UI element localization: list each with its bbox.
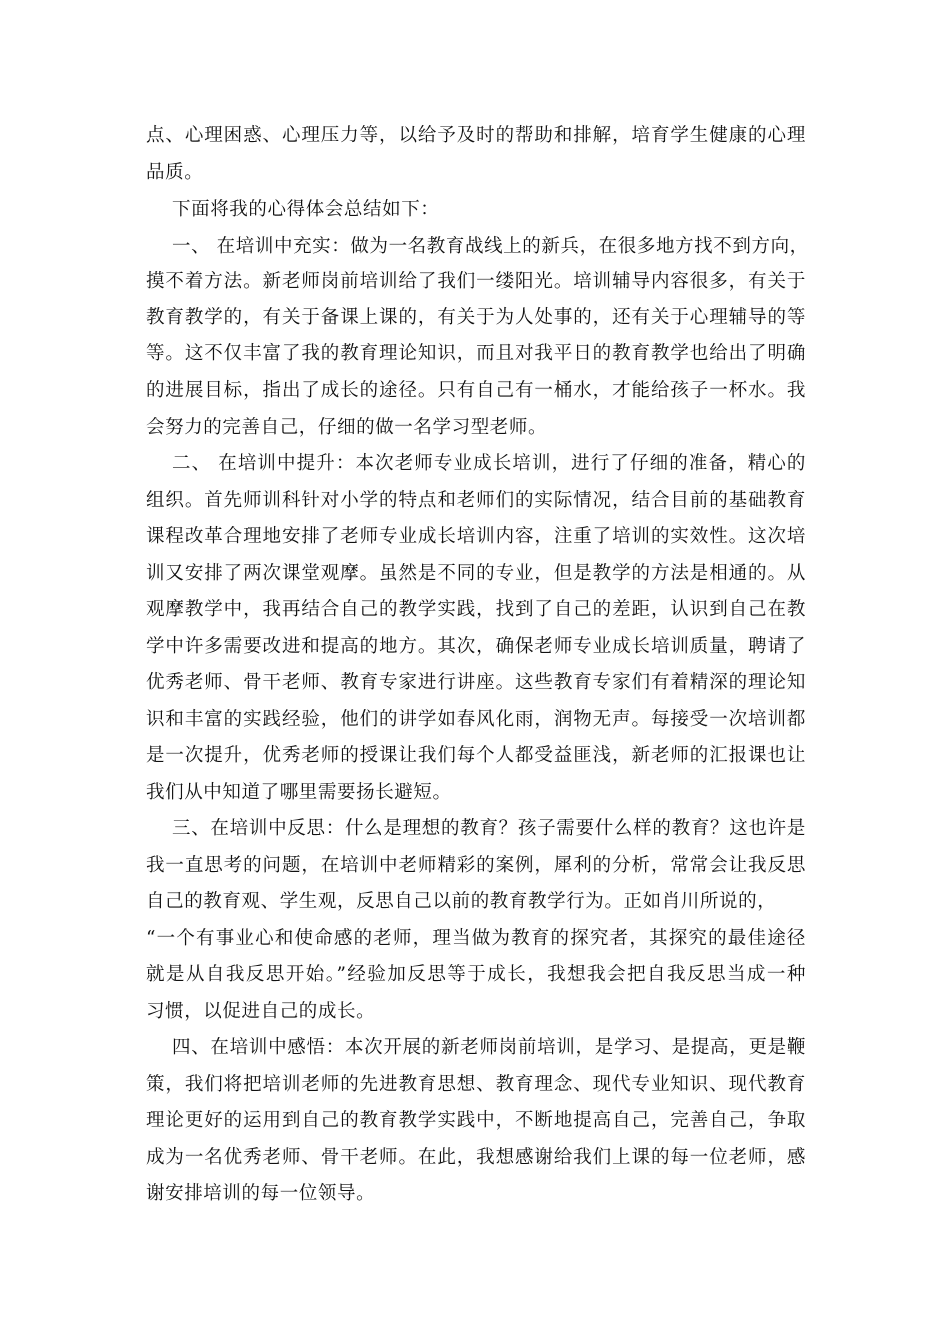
text-line: 理论更好的运用到自己的教育教学实践中，不断地提高自己，完善自己，争取	[146, 1110, 806, 1131]
text-line: 下面将我的心得体会总结如下：	[172, 199, 440, 220]
text-line: 就是从自我反思开始。”经验加反思等于成长，我想我会把自我反思当成一种	[146, 964, 806, 985]
text-line: 三、在培训中反思：什么是理想的教育？孩子需要什么样的教育？这也许是	[172, 818, 806, 839]
text-line: 组织。首先师训科针对小学的特点和老师们的实际情况，结合目前的基础教育	[146, 490, 806, 511]
text-line: 是一次提升，优秀老师的授课让我们每个人都受益匪浅，新老师的汇报课也让	[146, 745, 806, 766]
text-line: 会努力的完善自己，仔细的做一名学习型老师。	[146, 417, 548, 438]
text-line: 自己的教育观、学生观，反思自己以前的教育教学行为。正如肖川所说的，	[146, 891, 777, 912]
text-line: “一个有事业心和使命感的老师，理当做为教育的探究者，其探究的最佳途径	[146, 928, 806, 949]
text-line: 点、心理困惑、心理压力等，以给予及时的帮助和排解，培育学生健康的心理	[146, 125, 806, 146]
text-line: 学中许多需要改进和提高的地方。其次，确保老师专业成长培训质量，聘请了	[146, 636, 806, 657]
text-line: 优秀老师、骨干老师、教育专家进行讲座。这些教育专家们有着精深的理论知	[146, 672, 806, 693]
text-line: 我一直思考的问题，在培训中老师精彩的案例，犀利的分析，常常会让我反思	[146, 855, 806, 876]
text-line: 的进展目标，指出了成长的途径。只有自己有一桶水，才能给孩子一杯水。我	[146, 380, 806, 401]
text-line: 四、在培训中感悟：本次开展的新老师岗前培训，是学习、是提高，更是鞭	[172, 1037, 806, 1058]
text-line: 摸不着方法。新老师岗前培训给了我们一缕阳光。培训辅导内容很多，有关于	[146, 271, 806, 292]
text-line: 习惯，以促进自己的成长。	[146, 1001, 376, 1022]
text-line: 品质。	[146, 162, 204, 183]
text-line: 一、 在培训中充实：做为一名教育战线上的新兵，在很多地方找不到方向，	[172, 236, 809, 257]
text-line: 课程改革合理地安排了老师专业成长培训内容，注重了培训的实效性。这次培	[146, 526, 806, 547]
text-line: 训又安排了两次课堂观摩。虽然是不同的专业，但是教学的方法是相通的。从	[146, 563, 806, 584]
text-line: 识和丰富的实践经验，他们的讲学如春风化雨，润物无声。每接受一次培训都	[146, 709, 806, 730]
text-line: 策，我们将把培训老师的先进教育思想、教育理念、现代专业知识、现代教育	[146, 1074, 806, 1095]
text-line: 教育教学的，有关于备课上课的，有关于为人处事的，还有关于心理辅导的等	[146, 307, 806, 328]
text-line: 观摩教学中，我再结合自己的教学实践，找到了自己的差距，认识到自己在教	[146, 599, 806, 620]
text-line: 成为一名优秀老师、骨干老师。在此，我想感谢给我们上课的每一位老师，感	[146, 1147, 806, 1168]
text-line: 我们从中知道了哪里需要扬长避短。	[146, 782, 452, 803]
text-line: 等。这不仅丰富了我的教育理论知识，而且对我平日的教育教学也给出了明确	[146, 343, 806, 364]
text-line: 谢安排培训的每一位领导。	[146, 1183, 376, 1204]
text-line: 二、 在培训中提升：本次老师专业成长培训，进行了仔细的准备，精心的	[172, 453, 806, 474]
